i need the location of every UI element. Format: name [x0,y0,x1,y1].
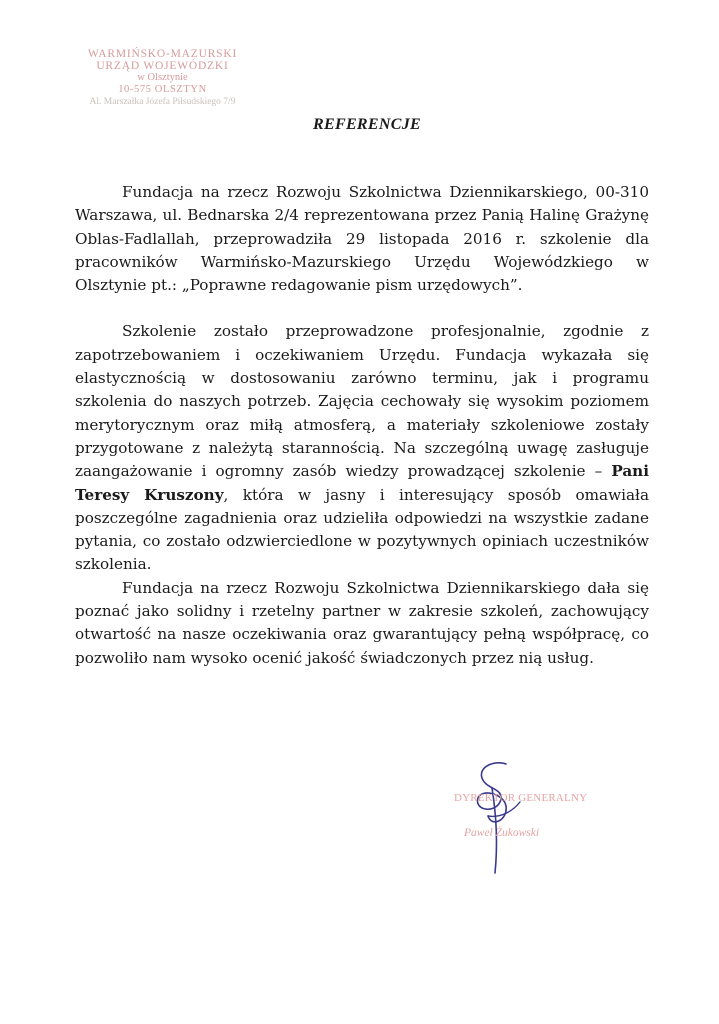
document-title: REFERENCJE [313,116,421,133]
paragraph-2-text-a: Szkolenie zostało przeprowadzone profesjonalnie, zgodnie z zapotrzebowaniem i oczekiwaniem Urzędu. Fundacja wykazała się elastycznością w dostosowaniu zarówno terminu, jak i programu szkolenia do naszych potrzeb. Zajęcia cechowały się wysokim poziomem merytorycznym oraz miłą atmosferą, a materiały szkoleniowe zostały przygotowane z należytą starannością. Na szczególną uwagę zasługuje zaangażowanie i ogromny zasób wiedzy prowadzącej szkolenie – [75,322,649,481]
trainer-name: Pani Teresy Kruszony [75,462,649,504]
paragraph-2-text-b: , która w jasny i interesujący sposób omawiała poszczególne zagadnienia oraz udzieliła odpowiedzi na wszystkie zadane pytania, co zostało odzwierciedlone w pozytywnych opiniach uczestników szkolenia. [75,485,649,574]
stamp-line-1: WARMIŃSKO-MAZURSKI [87,48,238,60]
letter-body [75,181,649,670]
stamp-line-3: w Olsztynie [137,72,188,83]
stamp-line-5: Al. Marszałka Józefa Piłsudskiego 7/9 [89,97,236,107]
paragraph-1: Fundacja na rzecz Rozwoju Szkolnictwa Dziennikarskiego, 00-310 Warszawa, ul. Bednarska 2/4 reprezentowana przez Panią Halinę Grażynę Oblas-Fadlallah, przeprowadziła 29 listopada 2016 r. szkolenie dla pracowników Warmińsko-Mazurskiego Urzędu Wojewódzkiego w Olsztynie pt.: „Poprawne redagowanie pism urzędowych”. [75,183,649,295]
paragraph-2 [75,320,649,576]
stamp-line-2: URZĄD WOJEWÓDZKI [96,60,229,72]
stamp-line-4: 10-575 OLSZTYN [118,84,207,95]
office-stamp [50,48,275,108]
paragraph-3: Fundacja na rzecz Rozwoju Szkolnictwa Dziennikarskiego dała się poznać jako solidny i rzetelny partner w zakresie szkoleń, zachowujący otwartość na nasze oczekiwania oraz gwarantujący pełną współpracę, co pozwoliło nam wysoko ocenić jakość świadczonych przez nią usług. [75,578,649,667]
signatory-role: DYREKTOR GENERALNY [454,792,588,804]
signatory-name: Paweł Żukowski [464,827,540,839]
signature-stamp [454,792,614,839]
